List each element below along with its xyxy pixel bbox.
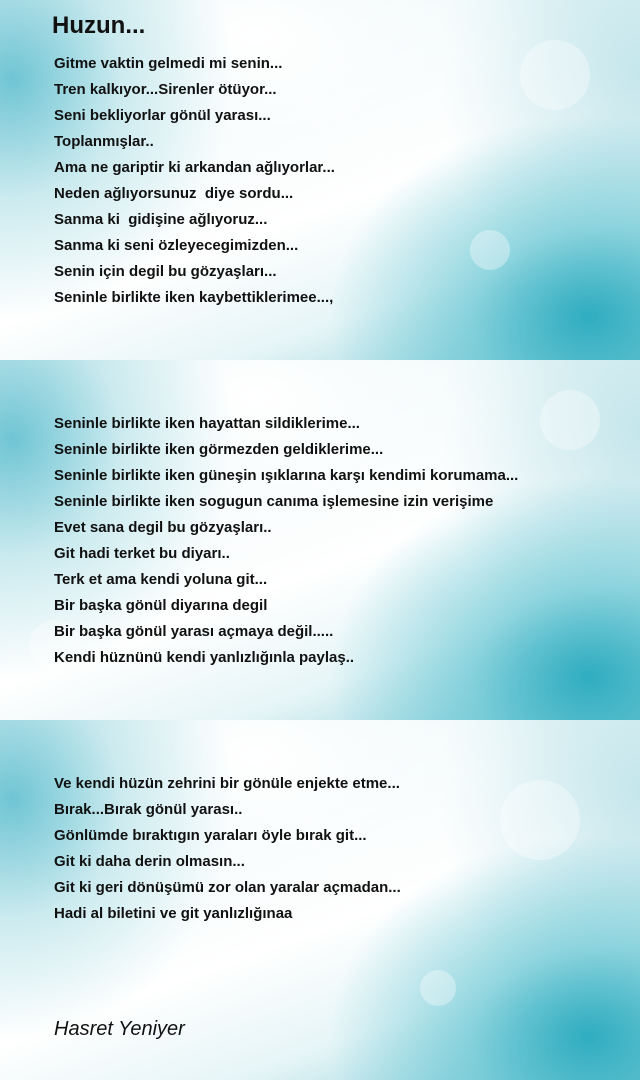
bokeh-light (500, 780, 580, 860)
poem-line: Bir başka gönül yarası açmaya değil..... (54, 623, 334, 640)
poem-line: Git ki geri dönüşümü zor olan yaralar açmadan... (54, 879, 401, 896)
poem-line: Terk et ama kendi yoluna git... (54, 571, 268, 588)
poem-line: Sanma ki seni özleyecegimizden... (54, 237, 299, 254)
bokeh-light (470, 230, 510, 270)
bokeh-light (540, 390, 600, 450)
poem-line: Seninle birlikte iken güneşin ışıklarına karşı kendimi korumama... (54, 467, 519, 484)
poem-line: Ama ne gariptir ki arkandan ağlıyorlar... (54, 159, 335, 176)
stanza-2 (54, 411, 518, 671)
poem-line: Tren kalkıyor...Sirenler ötüyor... (54, 81, 277, 98)
poem-line: Git ki daha derin olmasın... (54, 853, 245, 870)
poem-line: Gönlümde bıraktıgın yaraları öyle bırak git... (54, 827, 367, 844)
stanza-3 (54, 771, 401, 927)
poem-line: Neden ağlıyorsunuz diye sordu... (54, 185, 294, 202)
poem-panel-3 (0, 720, 640, 1080)
stanza-1 (54, 51, 335, 311)
poem-line: Ve kendi hüzün zehrini bir gönüle enjekte etme... (54, 775, 400, 792)
poem-line: Seni bekliyorlar gönül yarası... (54, 107, 271, 124)
poem-line: Gitme vaktin gelmedi mi senin... (54, 55, 283, 72)
poem-line: Bırak...Bırak gönül yarası.. (54, 801, 243, 818)
poem-line: Seninle birlikte iken sogugun canıma işlemesine izin verişime (54, 493, 494, 510)
poem-line: Senin için degil bu gözyaşları... (54, 263, 277, 280)
poem-line: Seninle birlikte iken görmezden geldiklerime... (54, 441, 384, 458)
bokeh-light (420, 970, 456, 1006)
poem-line: Sanma ki gidişine ağlıyoruz... (54, 211, 268, 228)
poem-line: Seninle birlikte iken kaybettiklerimee..., (54, 289, 334, 306)
poem-title: Huzun... (52, 12, 146, 39)
poem-line: Seninle birlikte iken hayattan sildiklerime... (54, 415, 360, 432)
poem-author: Hasret Yeniyer (54, 1018, 185, 1040)
poem-line: Kendi hüznünü kendi yanlızlığınla paylaş.. (54, 649, 355, 666)
poem-panel-2 (0, 360, 640, 720)
poem-panel-1 (0, 0, 640, 360)
bokeh-light (520, 40, 590, 110)
poem-line: Toplanmışlar.. (54, 133, 154, 150)
poem-line: Bir başka gönül diyarına degil (54, 597, 268, 614)
poem-line: Evet sana degil bu gözyaşları.. (54, 519, 272, 536)
poem-line: Git hadi terket bu diyarı.. (54, 545, 230, 562)
poem-line: Hadi al biletini ve git yanlızlığınaa (54, 905, 293, 922)
